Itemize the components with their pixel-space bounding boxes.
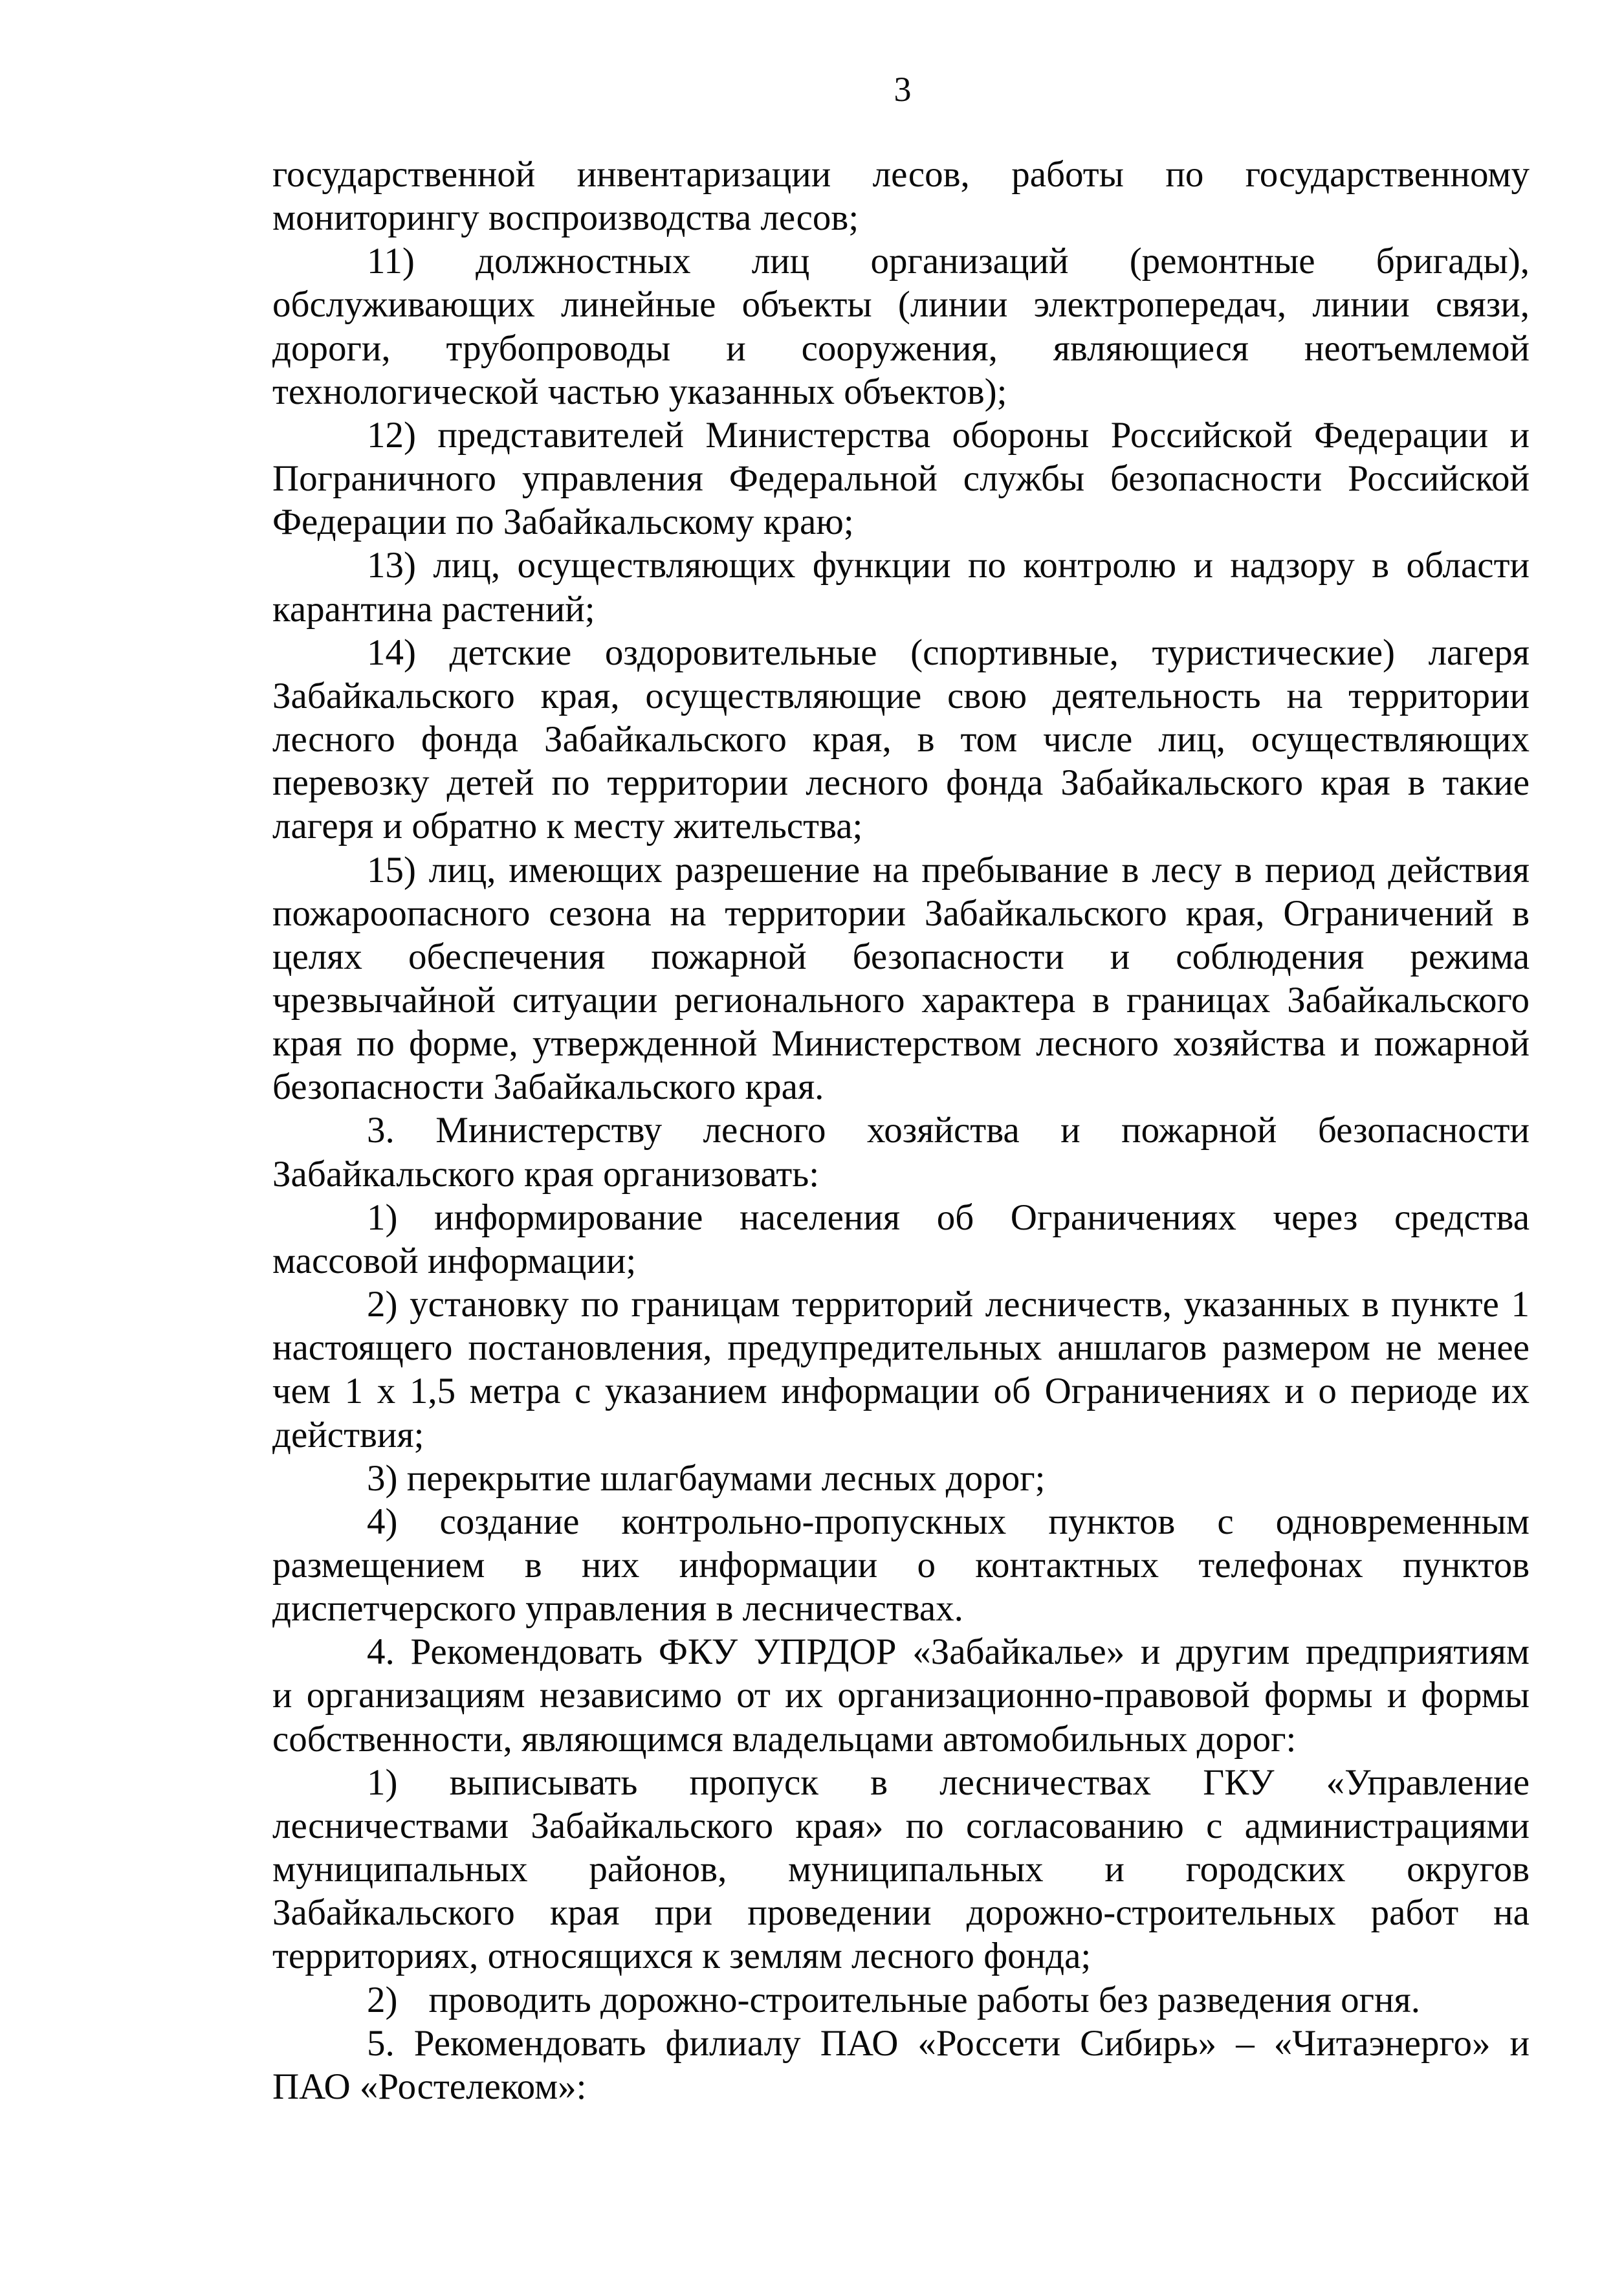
text-line xyxy=(272,1153,1530,1196)
line-text: лесничествами Забайкальского края» по согласованию с администрациями xyxy=(272,1805,1530,1846)
line-text: карантина растений; xyxy=(272,588,595,630)
line-text: Забайкальского края при проведении дорожно-строительных работ на xyxy=(272,1892,1530,1934)
line-text: целях обеспечения пожарной безопасности и соблюдения режима xyxy=(272,936,1530,977)
line-text: обслуживающих линейные объекты (линии электропередач, линии связи, xyxy=(272,284,1530,326)
text-line xyxy=(272,1500,1530,1543)
line-text: действия; xyxy=(272,1414,424,1455)
list-marker: 2) xyxy=(367,1979,398,2020)
line-text: ПАО «Ростелеком»: xyxy=(272,2066,587,2107)
line-text: диспетчерского управления в лесничествах. xyxy=(272,1588,963,1630)
line-text: 13) лиц, осуществляющих функции по контролю и надзору в области xyxy=(367,545,1530,586)
text-line xyxy=(272,196,1530,239)
line-text: Забайкальского края организовать: xyxy=(272,1153,820,1195)
line-text: муниципальных районов, муниципальных и городских округов xyxy=(272,1849,1530,1890)
page-number: 3 xyxy=(894,70,912,109)
text-line xyxy=(272,674,1530,718)
line-text: территориях, относящихся к землям лесного фонда; xyxy=(272,1936,1092,1977)
text-line xyxy=(272,718,1530,761)
line-text: 4) создание контрольно-пропускных пунктов с одновременным xyxy=(367,1501,1530,1542)
text-line xyxy=(272,1891,1530,1934)
line-text: 3. Министерству лесного хозяйства и пожарной безопасности xyxy=(367,1110,1530,1151)
text-line xyxy=(272,544,1530,587)
text-line xyxy=(272,761,1530,804)
text-line xyxy=(272,1239,1530,1283)
line-text: перевозку детей по территории лесного фонда Забайкальского края в такие xyxy=(272,762,1530,804)
text-line xyxy=(272,588,1530,631)
text-line xyxy=(272,2022,1530,2065)
text-line xyxy=(272,848,1530,892)
text-line xyxy=(272,1109,1530,1152)
line-text: чем 1 х 1,5 метра с указанием информации об Ограничениях и о периоде их xyxy=(272,1371,1530,1412)
line-text: лесного фонда Забайкальского края, в том числе лиц, осуществляющих xyxy=(272,719,1530,760)
line-text: Федерации по Забайкальскому краю; xyxy=(272,502,854,543)
text-line xyxy=(272,1413,1530,1457)
line-text: настоящего постановления, предупредительных аншлагов размером не менее xyxy=(272,1327,1530,1369)
line-text: дороги, трубопроводы и сооружения, являющиеся неотъемлемой xyxy=(272,327,1530,369)
line-text: 14) детские оздоровительные (спортивные, туристические) лагеря xyxy=(367,632,1530,673)
line-text: 15) лиц, имеющих разрешение на пребывание в лесу в период действия xyxy=(367,849,1530,890)
line-text: и организациям независимо от их организационно-правовой формы и формы xyxy=(272,1675,1530,1716)
text-line xyxy=(272,2065,1530,2108)
line-text: технологической частью указанных объектов); xyxy=(272,371,1007,412)
text-line xyxy=(272,935,1530,978)
line-text: края по форме, утвержденной Министерством лесного хозяйства и пожарной xyxy=(272,1023,1530,1065)
line-text: пожароопасного сезона на территории Забайкальского края, Ограничений в xyxy=(272,892,1530,934)
line-text: безопасности Забайкальского края. xyxy=(272,1066,824,1108)
text-line xyxy=(272,1022,1530,1065)
text-line xyxy=(272,1848,1530,1891)
text-line xyxy=(272,370,1530,414)
line-text: 5. Рекомендовать филиалу ПАО «Россети Сибирь» – «Читаэнерго» и xyxy=(367,2022,1530,2064)
line-text: 3) перекрытие шлагбаумами лесных дорог; xyxy=(367,1457,1046,1499)
text-line xyxy=(272,457,1530,500)
text-line xyxy=(272,1718,1530,1761)
text-line xyxy=(272,500,1530,544)
text-line xyxy=(272,978,1530,1022)
line-text: массовой информации; xyxy=(272,1240,637,1281)
line-text: мониторингу воспроизводства лесов; xyxy=(272,197,859,239)
line-text: лагеря и обратно к месту жительства; xyxy=(272,806,863,847)
text-line xyxy=(272,1587,1530,1630)
line-text: размещением в них информации о контактных телефонах пунктов xyxy=(272,1545,1530,1585)
text-line xyxy=(272,631,1530,674)
text-line xyxy=(272,1369,1530,1413)
line-text: Забайкальского края, осуществляющие свою деятельность на территории xyxy=(272,675,1530,716)
line-text: 4. Рекомендовать ФКУ УПРДОР «Забайкалье» и другим предприятиям xyxy=(367,1631,1530,1673)
text-line xyxy=(272,414,1530,457)
text-line xyxy=(272,1978,1530,2022)
text-line xyxy=(272,1065,1530,1109)
line-text: чрезвычайной ситуации регионального характера в границах Забайкальского xyxy=(272,979,1530,1021)
document-body xyxy=(272,153,1530,2108)
text-line xyxy=(272,1457,1530,1500)
line-text: проводить дорожно-строительные работы без разведения огня. xyxy=(428,1979,1420,2020)
line-text: 1) выписывать пропуск в лесничествах ГКУ «Управление xyxy=(367,1762,1530,1803)
line-text: 2) установку по границам территорий лесничеств, указанных в пункте 1 xyxy=(367,1284,1530,1325)
text-line xyxy=(272,1674,1530,1717)
text-line xyxy=(272,283,1530,326)
text-line xyxy=(272,1630,1530,1674)
line-text: Пограничного управления Федеральной службы безопасности Российской xyxy=(272,458,1530,500)
text-line xyxy=(272,1283,1530,1326)
text-line xyxy=(272,239,1530,283)
text-line xyxy=(272,327,1530,370)
text-line xyxy=(272,1934,1530,1978)
line-text: 11) должностных лиц организаций (ремонтные бригады), xyxy=(367,241,1530,282)
text-line xyxy=(272,1761,1530,1804)
line-text: государственной инвентаризации лесов, работы по государственному xyxy=(272,154,1530,195)
text-line xyxy=(272,1804,1530,1848)
line-text: собственности, являющимся владельцами автомобильных дорог: xyxy=(272,1718,1297,1760)
text-line xyxy=(272,804,1530,848)
line-text: 12) представителей Министерства обороны Российской Федерации и xyxy=(367,414,1530,456)
text-line xyxy=(272,1326,1530,1369)
text-line xyxy=(272,1196,1530,1239)
line-text: 1) информирование населения об Ограничениях через средства xyxy=(367,1197,1530,1238)
text-line xyxy=(272,1543,1530,1587)
text-line xyxy=(272,153,1530,196)
text-line xyxy=(272,892,1530,935)
